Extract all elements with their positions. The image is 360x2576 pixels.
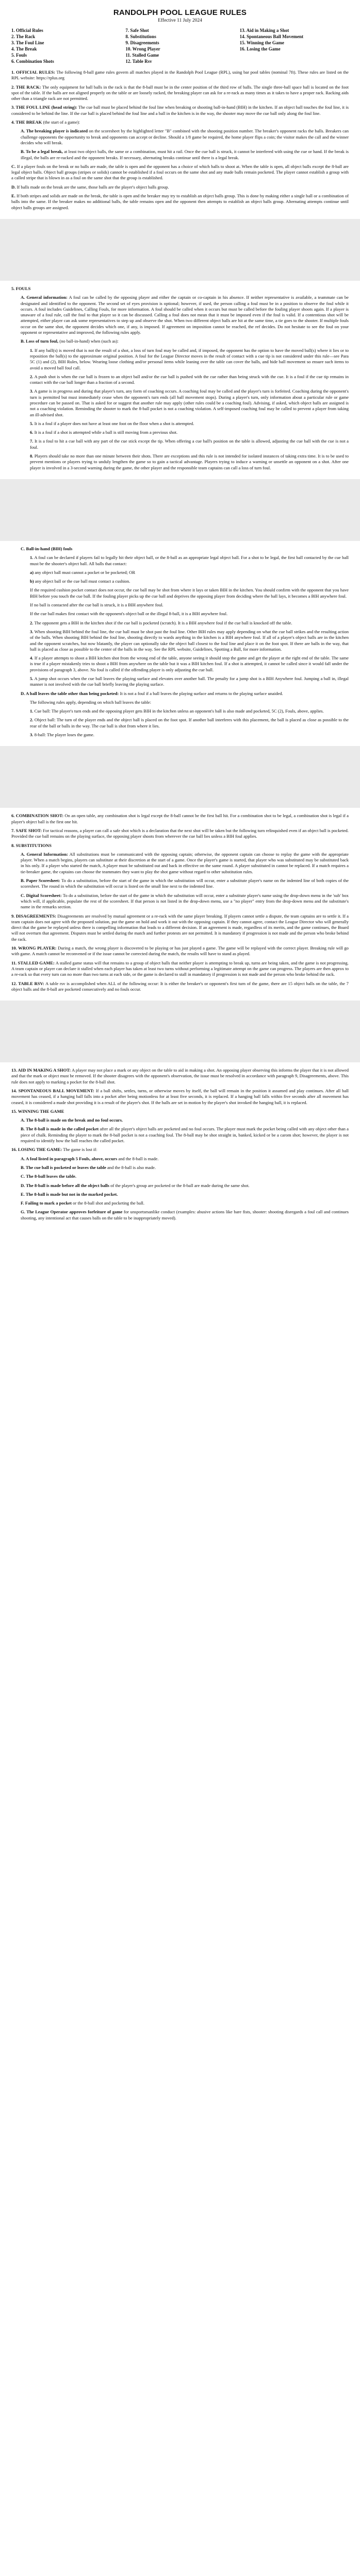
rule-paragraph bbox=[30, 655, 349, 673]
rule-heading: 3. bbox=[30, 732, 34, 738]
rule-heading: 12. TABLE RSV: bbox=[11, 980, 44, 986]
rule-body: If any ball(s) is moved that is not the result of a shot, a loss of turn foul may be called and, if imposed, the opponent has the option to have the moved ball(s) where it lies or to reposition the ball(s) to the approximate original position. A foul for the League Director moves in the result of contact with a cue tip is not considered under this rule—see Para 5C (1) and (2), BIH Rules, below. Wearing loose clothing and/or personal items while leaning over the table can cover the balls, and hide ball movement so ensure such items to avoid a moved ball foul call. bbox=[30, 347, 349, 370]
rule-body: If the required cushion pocket contact does not occur, the cue ball may be shot from where it lays or taken BIH in the kitchen. You should confirm with the opponent that you have BIH before you touch the cue ball. If the fouling player picks up the cue ball and deprives the opposing player from deciding where the ball lays, it becomes a BIH anywhere foul. bbox=[30, 587, 349, 599]
rule-body: A foul can be called by the opposing player and either the captain or co-captain in his absence. If neither representative is available, a teammate can be designated and identified to the opponent. The second set of eyes provision is optional; however, if used, the person calling a foul must be in a position to observe the foul while it occurs. A foul includes Guidelines, Calling Fouls, for more information. A foul should be called when it occurs but must be called before the fouling player shoots again. If a player is unaware of a foul rule, call the foul to that player so it can be discussed. Calling a foul does not mean that it must be imposed even if the foul is valid. If a contentious shot will be attempted, either player can ask some representatives to step up and observe the shot. When two different object balls are hit at the same time, a tie goes to the shooter. If multiple fouls occur on the same shot, the opponent decides which one, if any, is imposed. If agreement on imposition cannot be reached, the ref decides. Do not hesitate to see the foul on your opponent or representative and improved, the following rules apply. bbox=[21, 295, 349, 335]
rule-paragraph bbox=[30, 717, 349, 729]
rule-paragraph bbox=[11, 945, 349, 957]
rule-heading: 4. bbox=[30, 655, 34, 661]
rule-paragraph bbox=[21, 128, 349, 146]
section-rules-13-16 bbox=[11, 1067, 349, 1221]
rule-heading: 7. SAFE SHOT: bbox=[11, 827, 42, 833]
rule-body: at least two object balls, the same or a combination, must hit a rail. Once the cue ball is struck, it cannot be interfered with using the cue or hand. If the break is illegal, the balls are re-racked and the opponent breaks. If necessary, alternating breaks continue until there is a legal break. bbox=[21, 149, 349, 160]
rule-paragraph bbox=[11, 1067, 349, 1085]
rule-body: It is not a foul if a ball leaves the playing surface and returns to the playing surface unaided. bbox=[119, 690, 283, 696]
page-5 bbox=[0, 1062, 360, 1229]
toc-item: 11. Stalled Game bbox=[125, 53, 159, 58]
rule-body: It is a foul to hit a cue ball with any part of the cue stick except the tip. When offering a cue ball's position on the table is allowed, adjusting the cue ball with the cue is not a foul. bbox=[30, 438, 349, 450]
rule-paragraph bbox=[21, 1183, 349, 1189]
rule-heading: 2. bbox=[30, 374, 34, 379]
toc-item: 3. The Foul Line bbox=[11, 40, 44, 45]
rule-body: It is a foul if a shot is attempted while a ball is still moving from a previous shot. bbox=[33, 430, 178, 435]
rule-paragraph bbox=[30, 555, 349, 567]
toc-item: 6. Combination Shots bbox=[11, 59, 54, 64]
rule-paragraph bbox=[11, 120, 349, 125]
rule-body: To do a substitution, before the start of the game in which the substitution will occur, enter a substitute player's name using the drop-down menu in the 'sub' box which will, if applicable, populate the rest of the scoresheet. If that person is not listed in the drop-down menu, use a "no player" entry from the drop-down menu and the substitute's name in the remarks section. bbox=[21, 892, 349, 910]
rule-paragraph bbox=[30, 388, 349, 417]
toc-item: 4. The Break bbox=[11, 46, 37, 52]
rule-paragraph bbox=[21, 878, 349, 890]
rule-paragraph bbox=[21, 852, 349, 875]
toc-item: 7. Safe Shot bbox=[125, 28, 149, 33]
rule-body: The only equipment for ball balls in the rack is that the 8-ball must be in the center position of the third row of balls. The single three-ball space ball is located on the foot spot of the table. If the balls are not aligned properly on the table or are loosely racked, the breaking player can ask for a re-rack as many times as it takes to have a proper rack. Racking aids other than a triangle rack are not permitted. bbox=[11, 84, 349, 101]
rule-heading: b) bbox=[30, 579, 34, 584]
rule-paragraph bbox=[11, 960, 349, 978]
rule-paragraph bbox=[30, 374, 349, 386]
rule-paragraph bbox=[30, 611, 349, 617]
rule-paragraph bbox=[11, 70, 349, 81]
rule-body: A table rsv is accomplished when ALL of the following occur: It is either the breaker's or opponent's first turn of the game, there are 15 object balls on the table, the 7 object balls and the 8-ball are pocketed consecutively and no fouls occur. bbox=[11, 980, 349, 992]
rule-paragraph bbox=[11, 981, 349, 993]
rule-heading: 13. AID IN MAKING A SHOT: bbox=[11, 1067, 71, 1073]
rule-body: The opponent gets a BIH in the kitchen shot if the cue ball is pocketed (scratch). It is a BIH anywhere foul if the cue ball is knocked off the table. bbox=[33, 620, 292, 625]
rule-body: If a player attempts to shoot a BIH kitchen shot from the wrong end of the table, anyone seeing it should stop the game and get the player at the right end of the table. The same is true if a player mistakenly tries to shoot a BIH from anywhere on the table but it was a BIH kitchen foul. If a shot is attempted, it cannot be called since it would fall under the provisions of paragraph 3, above. No foul is called if the offending player is only adjusting the cue ball. bbox=[30, 655, 349, 672]
rule-paragraph bbox=[11, 1147, 349, 1153]
rule-heading: 3. bbox=[30, 629, 34, 634]
toc-item: 5. Fouls bbox=[11, 53, 27, 58]
rule-paragraph bbox=[11, 105, 349, 116]
rule-heading: 9. DISAGREEMENTS: bbox=[11, 913, 57, 919]
rule-heading: 3. bbox=[30, 388, 34, 394]
rule-paragraph bbox=[30, 587, 349, 599]
rule-heading: A. A foul listed in paragraph 5 Fouls, above, occurs bbox=[21, 1156, 118, 1161]
rule-body: The following 8-ball game rules govern all matches played in the Randolph Pool League (RPL), using bar pool tables (nominal 7ft). These rules are listed on the RPL website: https://rplus.org bbox=[11, 70, 349, 81]
rule-body: Object ball: The turn of the player ends and the object ball is placed on the foot spot. If another ball interferes with this placement, the ball is placed as close as possible to the rear of the ball or balls in the way. The cue ball is shot from where it lies. bbox=[30, 717, 349, 728]
rule-body: If a player fouls on the break or no balls are made, the table is open and the opponent has a choice of which balls to shoot at. When the table is open, all object balls except the 8-ball are legal object balls. Object ball groups (stripes or solids) cannot be established if a foul occurs on the same shot and any made balls remain pocketed. The player cannot establish a group with a called stripe that is blown in as a foul on the same shot that the group is established. bbox=[11, 163, 349, 181]
rule-body: Players should take no more than one minute between their shots. There are exceptions and this rule is not intended for isolated instances of taking extra time. It is to be used to prevent mentions or players trying to unduly lengthen the game so to gain a tactical advantage. Players trying to induce a warning or unsettle an opponent on a shot. After one player is involved in a 3-second warning during the game, the other player and the responsible team captains can call a loss of turn foul. bbox=[30, 453, 349, 470]
rule-heading: A. The breaking player is indicated bbox=[21, 128, 88, 134]
rule-heading: 6. bbox=[30, 430, 34, 435]
rule-heading: G. The League Operator approves forfeiture of game bbox=[21, 1209, 123, 1215]
rule-body: If balls made on the break are the same, those balls are the player's object balls group. bbox=[15, 184, 169, 190]
rule-paragraph bbox=[21, 149, 349, 161]
rule-heading: B. Loss of turn foul, bbox=[21, 338, 59, 344]
rule-body: and the 8-ball is also made. bbox=[106, 1164, 156, 1170]
rule-paragraph bbox=[30, 676, 349, 688]
rule-paragraph bbox=[30, 453, 349, 471]
toc-item bbox=[240, 52, 349, 58]
rule-body: If the cue ball makes first contact with the opponent's object ball or the illegal 8-ball, it is a BIH anywhere foul. bbox=[30, 611, 228, 617]
rule-paragraph bbox=[21, 1174, 349, 1179]
rule-paragraph bbox=[11, 813, 349, 825]
rule-heading: C. bbox=[11, 163, 16, 169]
rule-body: A jump shot occurs when the cue ball leaves the playing surface and elevates over another ball. The penalty for a jump shot is a BIH Anywhere foul. Jumping a ball in, illegal manner is not involved with the cue ball briefly leaving the playing surface. bbox=[30, 676, 349, 687]
rule-body: If both stripes and solids are made on the break, the table is open and the breaker may try to establish an object balls group. This is done by making either a single ball or a combination of balls into the same. If the breaker makes no additional balls, the table remains open and the opponent then attempts to establish an object balls group. Alternating attempts continue until object balls groups are assigned. bbox=[11, 193, 349, 210]
rule-heading: B. Paper Scoresheet: bbox=[21, 878, 60, 884]
rule-paragraph bbox=[11, 1109, 349, 1114]
page-3 bbox=[0, 541, 360, 746]
rule-paragraph bbox=[21, 691, 349, 697]
rule-body: A player may not place a mark or any object on the table to aid in making a shot. An opposing player observing this informs the player that it is not allowed and that the mark or object must be removed. If the shooter disagrees with the opponent's observation, the issue must be resolved in accordance with paragraph 9, Disagreements, above. This rule does not apply to marking a pocket for the 8-ball shot. bbox=[11, 1067, 349, 1084]
rule-heading: 10. WRONG PLAYER: bbox=[11, 945, 57, 951]
rule-paragraph bbox=[21, 893, 349, 910]
rule-paragraph bbox=[30, 438, 349, 450]
rule-heading: B. The cue ball is pocketed or leaves the table bbox=[21, 1164, 106, 1170]
toc-item: 15. Winning the Game bbox=[239, 40, 284, 45]
rule-heading: A. General information: bbox=[21, 295, 68, 300]
toc-item: 14. Spontaneous Ball Movement bbox=[239, 34, 304, 39]
rule-paragraph bbox=[21, 546, 349, 552]
rule-body: A stalled game status will that remains to a group of object balls that neither player is attempting to break up, turns are being taken, and the game is not progressing. A team captain or player can declare it stalled when each player has taken at least two turns without performing a legitimate attempt on the game can progress. The players are then approx to a re-rack so that every turn can no more than two turns at each side, or the game is declared to stall in mandatory if progression is not made and the person who broke behind the rack. bbox=[11, 960, 349, 977]
rule-heading: 1. bbox=[30, 708, 34, 714]
rule-heading: 6. COMBINATION SHOT: bbox=[11, 813, 64, 819]
rule-paragraph bbox=[11, 286, 349, 292]
rule-paragraph bbox=[11, 828, 349, 840]
page-4 bbox=[0, 808, 360, 1001]
rule-paragraph bbox=[11, 184, 349, 190]
toc-item: 8. Substitutions bbox=[125, 34, 156, 39]
rule-body: All substitutions must be communicated with the opposing captain; otherwise, the opponent captain can choose to replay the game with the appropriate player. When a match begins, players can substitute at their discretion at the start of a game. Once the player's game is started, that player who was substituted may be substituted back in his only. If a player who started the match, A player must be substituted out and back in effective on the same round. A player substituted in cannot be replaced. If a match requires a tie-breaker game, the captains can choose the teammates they want to play the shot game without regard to other substitution rules. bbox=[21, 851, 349, 874]
rule-paragraph bbox=[21, 1156, 349, 1162]
page-gap bbox=[0, 1001, 360, 1062]
rule-body: A foul can be declared if players fail to legally hit their object ball, or the 8-ball as an appropriate legal object ball. For a shot to be legal, the first ball contacted by the cue ball must be the shooter's object ball. All balls that contact: bbox=[30, 555, 349, 566]
toc-item: 9. Disagreements bbox=[125, 40, 159, 45]
rule-body: 8-ball: The player loses the game. bbox=[33, 732, 94, 738]
rule-body: For tactical reasons, a player can call a safe shot which is a declaration that the next shot will be taken but the following turn relinquished even if an object ball is pocketed. Provided the cue ball remains on the playing surface, the opposing player shoots from wherever the cue ball lies unless a BIH foul applies. bbox=[11, 827, 349, 839]
page-gap bbox=[0, 479, 360, 541]
rule-body: During a match, the wrong player is discovered to be playing or has just played a game. The game will be replayed with the correct player. Breaking rule will go with game. A match cannot be reconvened or if the issue cannot be corrected during the match, the results will have to stand as played. bbox=[11, 945, 349, 957]
rule-body: On an open table, any combination shot is legal except the 8-ball cannot be the first ball hit. For a combination shot to be legal, a combination shot is legal if a player's object ball is the first one hit. bbox=[11, 813, 349, 824]
rule-paragraph bbox=[11, 913, 349, 942]
page-gap bbox=[0, 746, 360, 808]
rule-heading: A. The 8-ball is made on the break and no foul occurs. bbox=[21, 1117, 123, 1123]
rule-heading: 7. bbox=[30, 438, 34, 444]
rule-paragraph bbox=[11, 1088, 349, 1106]
rule-heading: C. Digital Scoresheet: bbox=[21, 892, 62, 898]
rule-paragraph bbox=[21, 295, 349, 335]
rule-heading: 16. LOSING THE GAME: bbox=[11, 1147, 62, 1153]
rule-body: It is a foul if a player does not have at least one foot on the floor when a shot is attempted. bbox=[33, 420, 194, 426]
rule-heading: 5. FOULS bbox=[11, 285, 31, 291]
rule-body: If no ball is contacted after the cue ball is struck, it is a BIH anywhere foul. bbox=[30, 602, 163, 608]
rule-paragraph bbox=[11, 193, 349, 211]
rule-paragraph bbox=[30, 620, 349, 626]
rule-body: A push shot is when the cue ball is frozen to an object ball and/or the cue ball is pushed with the cue rather than being struck with the cue. It is a foul if the cue tip remains in contact with the cue ball longer than a fraction of a second. bbox=[30, 374, 349, 385]
rule-paragraph bbox=[21, 1126, 349, 1144]
rule-body: If a ball shifts, settles, turns, or otherwise moves by itself, the ball will remain in the position it assumed and play continues. After all ball movement has ceased, if a hanging ball falls into a pocket after being motionless for at least five seconds, it is replaced. If a hanging ball falls within five seconds after all movement has ceased, it is considered a made shot providing it is a result of the player's shot. If the balls are set in motion by the player's shot invoked the hanging ball, it is replaced. bbox=[11, 1088, 349, 1105]
rule-paragraph bbox=[30, 421, 349, 427]
section-rules-6-12 bbox=[11, 813, 349, 992]
rule-paragraph bbox=[30, 629, 349, 652]
rule-paragraph bbox=[30, 602, 349, 608]
rule-body: (no ball-in-hand) when (such as): bbox=[58, 338, 119, 344]
rule-paragraph bbox=[21, 1192, 349, 1197]
rule-paragraph bbox=[30, 708, 349, 714]
rule-body: When shooting BIH behind the foul line, the cue ball must be shot past the foul line. Other BIH rules may apply depending on what the cue ball strikes and the resulting action of the balls. When shooting BIH behind the foul line, shooting directly to wards anything in the kitchen is a BIH anywhere foul. If all of a player's object balls are in the kitchen and the opponent scratches, but now blatantly, the player can optionally take the object ball closest to the foul line and place it on the foot spot. If there are balls in the way, that ball is placed as close as possible to the center of the balls in the way. See the RPL website, Guidelines, Spotting a Ball, for more information. bbox=[30, 629, 349, 652]
rule-paragraph bbox=[30, 579, 349, 584]
toc-item bbox=[240, 58, 349, 64]
rule-paragraph bbox=[30, 732, 349, 738]
rule-heading: 3. THE FOUL LINE (head string): bbox=[11, 105, 77, 110]
rule-heading: 2. THE RACK: bbox=[11, 84, 41, 90]
rule-heading: C. The 8-ball leaves the table. bbox=[21, 1174, 76, 1179]
rule-heading: D. The 8-ball is made before all the object balls bbox=[21, 1182, 110, 1188]
section-rules-1-4 bbox=[11, 70, 349, 211]
rule-paragraph bbox=[30, 348, 349, 371]
rule-paragraph bbox=[21, 1117, 349, 1123]
rule-heading: 8. bbox=[30, 453, 34, 459]
rule-paragraph bbox=[30, 430, 349, 435]
rule-heading: E. bbox=[11, 193, 15, 199]
effective-date: Effective 11 July 2024 bbox=[158, 18, 202, 23]
rule-heading: 15. WINNING THE GAME bbox=[11, 1108, 64, 1114]
toc-item: 16. Losing the Game bbox=[239, 46, 281, 52]
rule-paragraph bbox=[11, 164, 349, 181]
rule-body: for unsportsmanlike conduct (examples: abusive actions like bare fists, shooter: shooting disregards a foul call and continues shooting, any intentional act that causes balls on the table to be inappropriately moved). bbox=[21, 1209, 349, 1221]
rule-heading: D. A ball leaves the table other than being pocketed: bbox=[21, 690, 119, 696]
rule-body: The following rules apply, depending on which ball leaves the table: bbox=[30, 699, 151, 705]
rule-body: any object ball or the cue ball must contact a cushion. bbox=[34, 579, 130, 584]
rule-body: Disagreements are resolved by mutual agreement or a re-rack with the same player breaking. If players cannot settle a dispute, the team captains are to settle it. If a team captain does not agree with the proposed solution, put the game on hold and work it out with the opposing captain. If they cannot agree, contact the League Director who will generally direct that the game be replayed unless there is compelling information that leads to a different decision. If an agreement is made, regardless of its merits, and the game continues, the Board will not overturn that agreement. Disputes must be settled during the match and further protests are not permitted. It is mandatory if progression is not made and the person who broke behind the rack. bbox=[11, 913, 349, 942]
rule-heading: 2. bbox=[30, 717, 34, 723]
document-title: RANDOLPH POOL LEAGUE RULES bbox=[113, 8, 247, 17]
page-gap bbox=[0, 219, 360, 281]
section-bih-fouls bbox=[11, 546, 349, 738]
rule-body: of the player's group are pocketed or the 8-ball are made during the same shot. bbox=[109, 1182, 250, 1188]
toc-item: 2. The Rack bbox=[11, 34, 36, 39]
rule-heading: 4. THE BREAK bbox=[11, 120, 42, 125]
rule-paragraph bbox=[21, 1209, 349, 1221]
section-fouls bbox=[11, 286, 349, 471]
rule-body: (the start of a game): bbox=[42, 120, 80, 125]
rule-body: and the 8-ball is made. bbox=[117, 1156, 159, 1161]
rule-heading: F. Failing to mark a pocket bbox=[21, 1200, 72, 1206]
rule-paragraph bbox=[30, 570, 349, 575]
rule-heading: a) bbox=[30, 569, 34, 575]
rule-paragraph bbox=[21, 1200, 349, 1206]
rule-heading: C. Ball-in-hand (BIH) fouls bbox=[21, 546, 73, 551]
table-of-contents bbox=[11, 27, 349, 64]
rule-heading: D. bbox=[11, 184, 16, 190]
toc-item: 10. Wrong Player bbox=[125, 46, 160, 52]
rule-body: any object ball must cannot a pocket or be pocketed; OR bbox=[34, 569, 136, 575]
rule-heading: 5. bbox=[30, 420, 34, 426]
page-1 bbox=[0, 0, 360, 219]
rule-body: The cue ball must be placed behind the foul line when breaking or shooting ball-in-hand (BIH) in the kitchen. If an object ball touches the foul line, it is considered to be behind the line. If the cue ball is placed behind the foul line and a ball in the kitchen is in the way, the shooter may move the cue ball only along the foul line. bbox=[11, 105, 349, 116]
rule-heading: 1. OFFICIAL RULES: bbox=[11, 70, 55, 75]
rule-heading: 11. STALLED GAME: bbox=[11, 960, 55, 965]
rule-body: after all the player's object balls are pocketed and no foul occurs. The player must mark the pocket being called with any object other than a piece of chalk. Reminding the player to mark the 8-ball pocket is not a coaching foul. The 8-ball may be shot straight in, banked, kicked or be a carom shot; however, the player is not required to identify how the ball reaches the called pocket. bbox=[21, 1126, 349, 1144]
rule-body: To do a substitution, before the start of the game in which the substitution will occur, enter a substitute player's name on the indented line of both copies of the scoresheet. The round in which the substitution will occur is listed on the small line next to the indented line. bbox=[21, 878, 349, 889]
toc-item: 1. Official Rules bbox=[11, 28, 43, 33]
toc-item: 13. Aid in Making a Shot bbox=[239, 28, 289, 33]
rule-paragraph bbox=[30, 700, 349, 705]
page-2 bbox=[0, 281, 360, 479]
rule-body: or the 8-ball shot and pocketing the ball. bbox=[72, 1200, 145, 1206]
rule-paragraph bbox=[21, 338, 349, 344]
rule-heading: 14. SPONTANEOUS BALL MOVEMENT: bbox=[11, 1088, 94, 1093]
toc-item: 12. Table Rsv bbox=[125, 59, 152, 64]
rule-paragraph bbox=[11, 84, 349, 102]
rule-heading: 8. SUBSTITUTIONS bbox=[11, 842, 52, 848]
rule-heading: 5. bbox=[30, 676, 34, 681]
rule-paragraph bbox=[11, 843, 349, 849]
rule-body: Cue ball: The player's turn ends and the opposing player gets BIH in the kitchen unless an opponent's ball is also made and pocketed, 5C (2), Fouls, above, applies. bbox=[33, 708, 324, 714]
rule-body: on the scoresheet by the highlighted letter "B" combined with the shooting position number. The breaker's opponent racks the balls. Breakers can challenge opponents the opportunity to break and opponents can accept or decline. Should a 1/8 game be required, the home player flips a coin; the visitor makes the call and the winner decides who will break. bbox=[21, 128, 349, 145]
rule-heading: B. The 8-ball is made in the called pocket bbox=[21, 1126, 99, 1132]
rule-heading: 1. bbox=[30, 555, 34, 561]
rule-paragraph bbox=[21, 1165, 349, 1171]
rule-heading: 2. bbox=[30, 620, 34, 625]
rule-body: A game is in progress and during that player's turn, any form of coaching occurs. A coaching foul may be called and the player's turn is forfeited. Coaching during the opponent's turn is permitted but must immediately cease when the opponent's turn ends (all ball movement stops). During a player's turn, only information about a particular rule or game procedure can be passed on. That is asked for or suggest that another rule may apply (other rules could be a coaching foul). Advising, if asked, which object balls are assigned is not a coaching violation. Reminding the shooter to mark the 8-ball pocket is not a coaching violation. A self-imposed coaching foul may be called to prevent a player from taking an ill-advised shot. bbox=[30, 388, 349, 417]
rule-heading: 1. bbox=[30, 347, 34, 353]
rule-heading: E. The 8-ball is made but not in the marked pocket. bbox=[21, 1191, 118, 1197]
rule-heading: B. To be a legal break, bbox=[21, 149, 63, 155]
rule-body: The game is lost if: bbox=[62, 1147, 97, 1153]
rule-heading: A. General Information: bbox=[21, 851, 68, 857]
